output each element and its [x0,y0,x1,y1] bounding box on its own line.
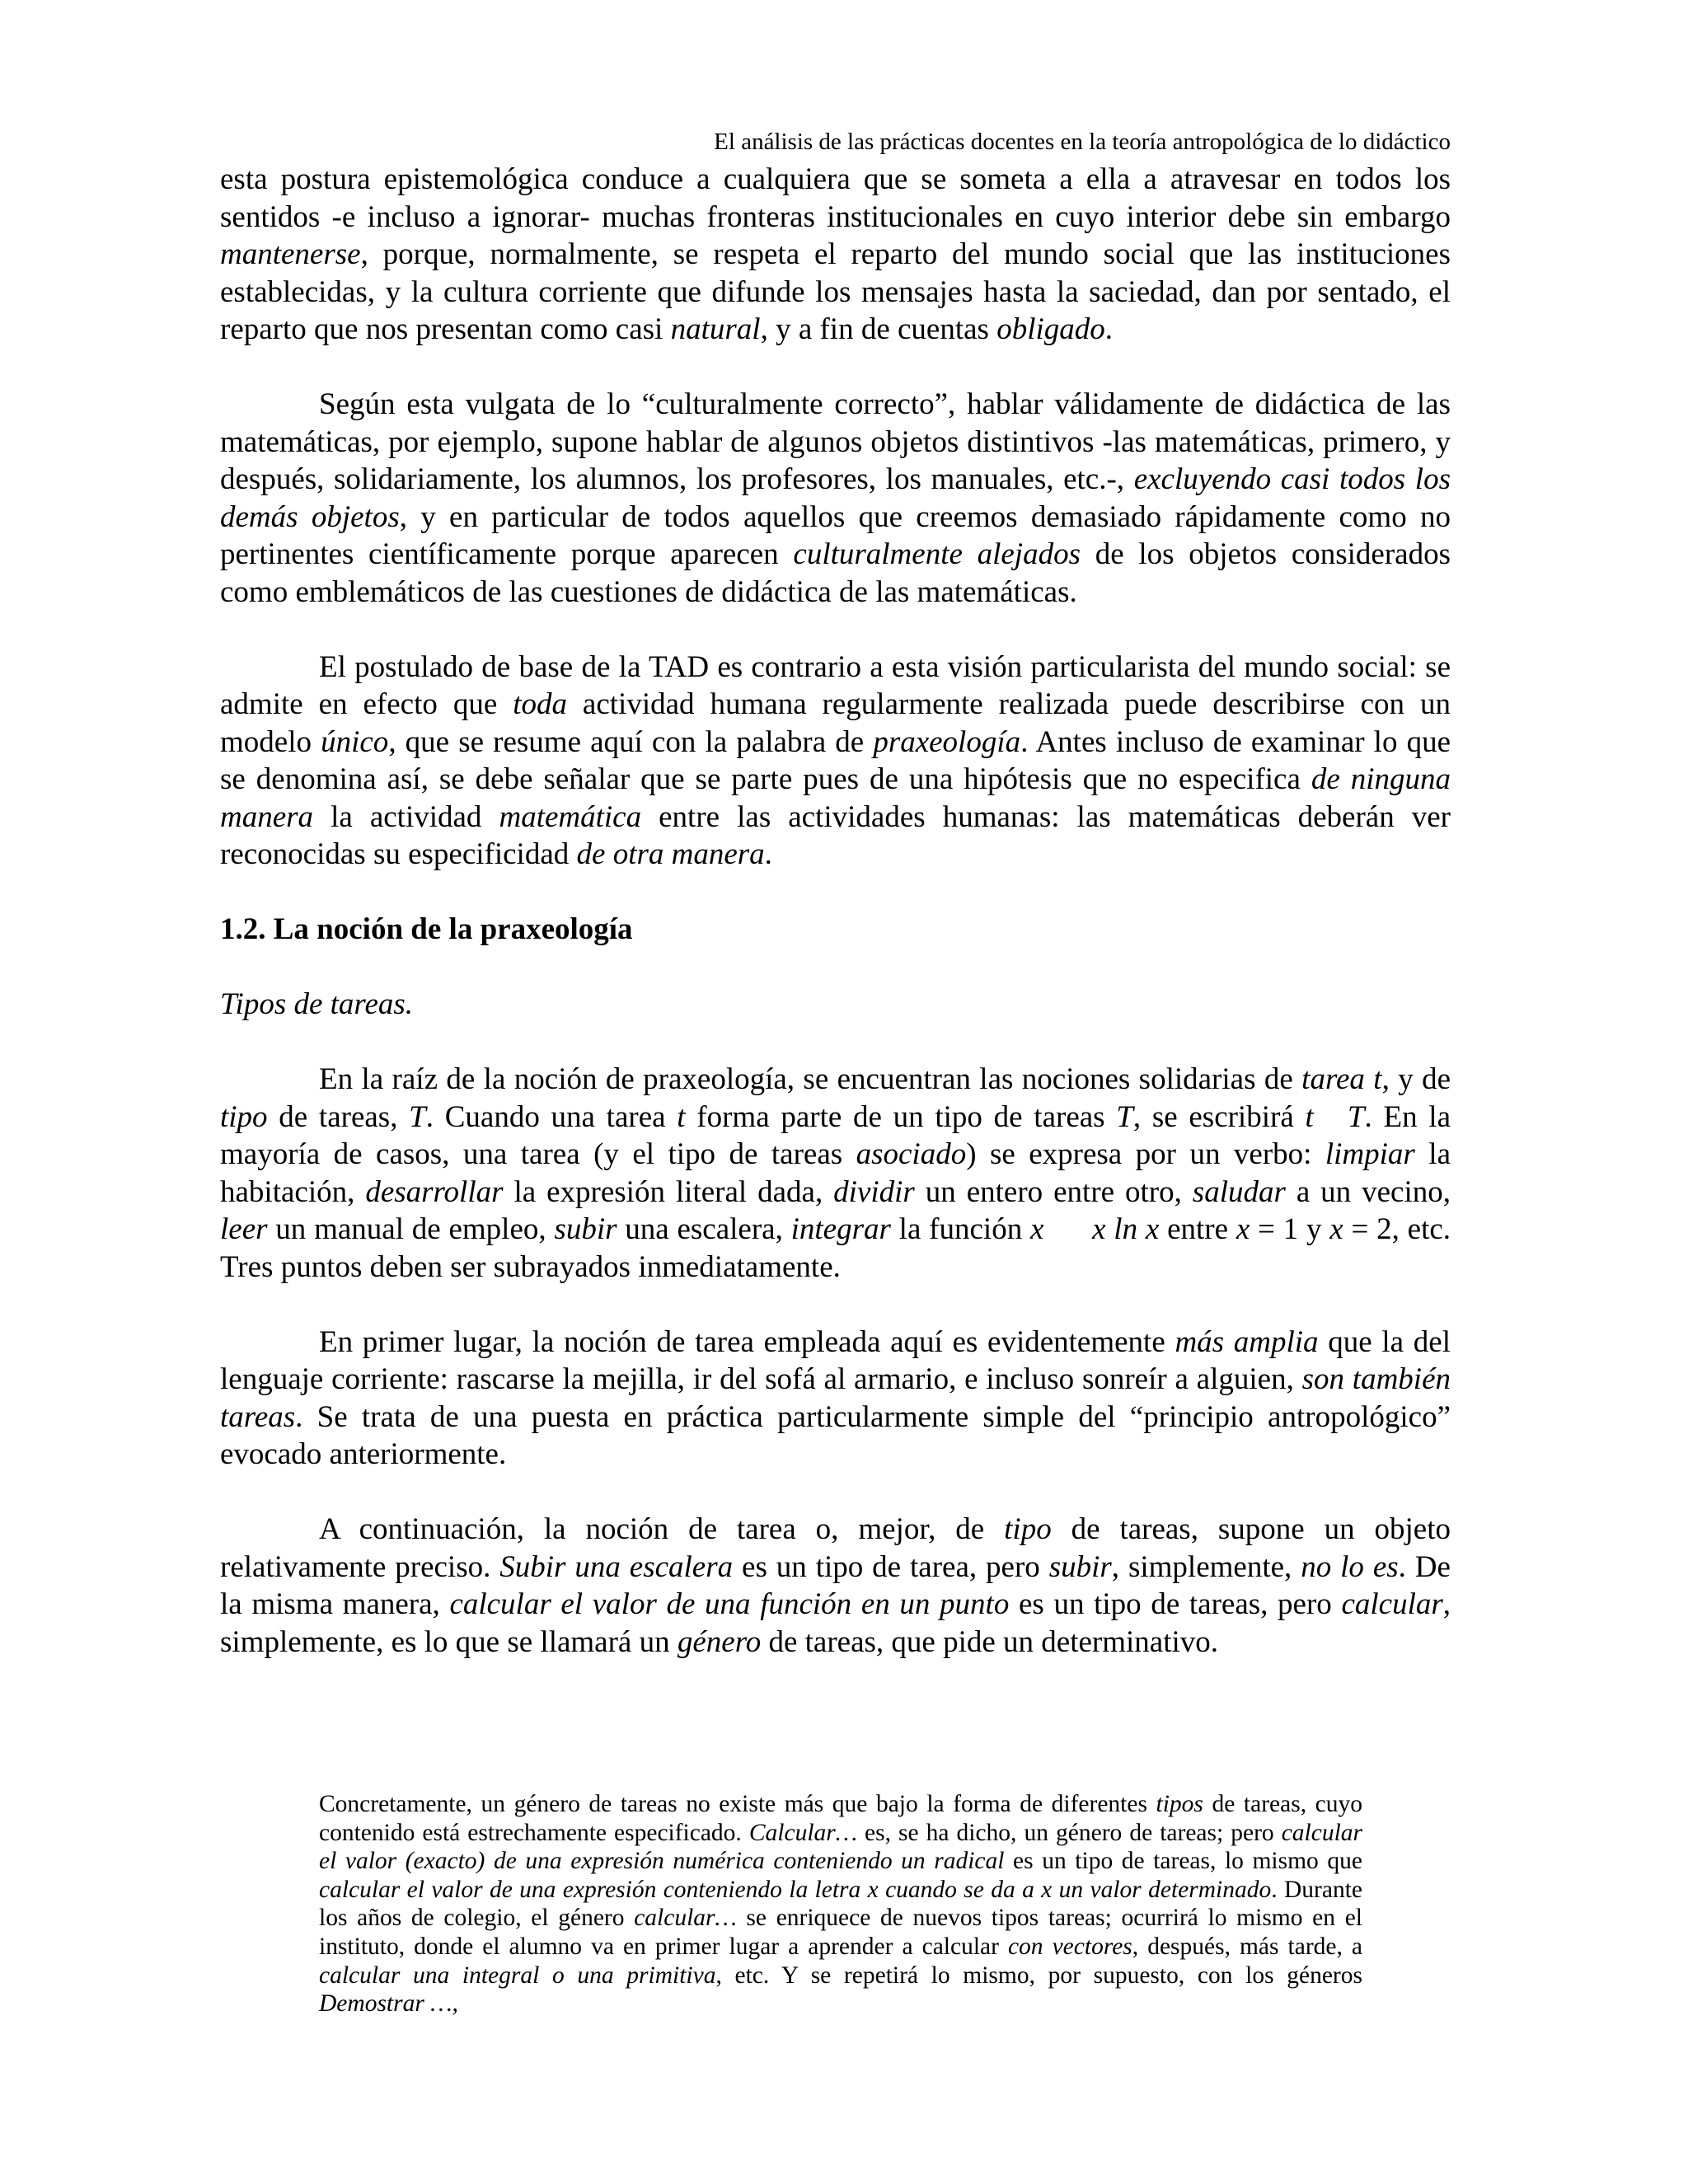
italic-run: x ln x [1092,1212,1160,1246]
text-run: de tareas, cuyo contenido está estrechamente especificado. [319,1791,1362,1846]
text-run: En la raíz de la noción de praxeología, se encuentran las nociones solidarias de [319,1062,1302,1096]
text-run: . Durante los años de colegio, el género [319,1876,1362,1932]
text-run: . [764,837,772,871]
italic-run: único [321,724,389,759]
text-run: . Cuando una tarea [425,1099,678,1134]
italic-run: calcular el valor (exacto) de una expresión numérica conteniendo un radical [319,1819,1362,1875]
text-run: , simplemente, [1111,1549,1301,1584]
italic-run: subir [1048,1549,1112,1584]
italic-run: t [677,1099,686,1134]
text-run: la habitación, [220,1137,1451,1209]
italic-run: calcular el valor de una función en un punto [449,1587,1010,1621]
text-run: , después, más tarde, a [1132,1933,1362,1960]
text-run: esta postura epistemológica conduce a cualquiera que se someta a ella a atravesar en todos los sentidos -e incluso a ignorar- muchas fronteras institucionales en cuyo interior debe sin embargo [220,162,1451,234]
text-run: la actividad [313,799,499,834]
italic-run: de ninguna manera [220,762,1451,834]
italic-run: calcular [1341,1587,1443,1621]
body-text [220,161,1451,1699]
italic-run: de otra manera [576,837,765,871]
text-run: actividad humana regularmente realizada puede describirse con un modelo [220,687,1451,759]
text-run: un entero entre otro, [914,1174,1193,1209]
italic-run: praxeología [873,724,1021,759]
text-run: de tareas, que pide un determinativo. [761,1624,1219,1659]
italic-run: x [1329,1212,1343,1246]
text-run: de tareas, supone un objeto relativamente preciso. [220,1512,1451,1584]
italic-run: calcular una integral o una primitiva [319,1961,716,1989]
running-header: El análisis de las prácticas docentes en la teoría antropológica de lo didáctico [714,129,1451,155]
italic-run: x [1236,1212,1250,1246]
italic-run: limpiar [1325,1137,1415,1171]
italic-run: toda [513,687,567,721]
text-run: El postulado de base de la TAD es contrario a esta visión particularista del mundo social: se admite en efecto que [220,649,1451,721]
text-run: Según esta vulgata de lo “culturalmente correcto”, hablar válidamente de didáctica de las matemáticas, por ejemplo, supone hablar de algunos objetos distintivos -las matemáticas, primero, y después, solidariamente, los alumnos, los profesores, los manuales, etc.-, [220,387,1451,496]
text-run: , y de [1381,1062,1451,1096]
italic-run: género [677,1624,762,1659]
text-run: es un tipo de tareas, lo mismo que [1004,1848,1362,1875]
italic-run: T [409,1099,426,1134]
italic-run: tipos [1156,1791,1203,1817]
italic-run: integrar [790,1212,891,1246]
text-run: la expresión literal dada, [503,1174,834,1209]
text-run: que la del lenguaje corriente: rascarse la mejilla, ir del sofá al armario, e incluso sonreír a alguien, [220,1324,1451,1396]
italic-run: t [1305,1099,1314,1134]
italic-run: subir [554,1212,617,1246]
text-run [1043,1212,1092,1246]
text-run: . Antes incluso de examinar lo que se denomina así, se debe señalar que se parte pues de una hipótesis que no especifica [220,724,1451,796]
text-run: entre las actividades humanas: las matemáticas deberán ver reconocidas su especificidad [220,799,1451,871]
text-run: = 2, etc. Tres puntos deben ser subrayados inmediatamente. [220,1212,1451,1284]
subsection-heading: Tipos de tareas. [220,987,414,1021]
italic-run: Subir una escalera [499,1549,734,1584]
text-run: ) se expresa por un verbo: [966,1137,1325,1171]
text-run: . Se trata de una puesta en práctica particularmente simple del “principio antropológico” evocado anteriormente. [220,1399,1451,1471]
italic-run: culturalmente alejados [793,537,1081,571]
italic-run: dividir [833,1174,915,1209]
text-run: Concretamente, un género de tareas no existe más que bajo la forma de diferentes [319,1791,1156,1817]
italic-run: tarea t [1301,1062,1382,1096]
text-run: forma parte de un tipo de tareas [685,1099,1117,1134]
text-run: , se escribirá [1132,1099,1306,1134]
italic-run: natural [670,312,761,346]
paragraph-3 [220,649,1451,874]
text-run: , y a fin de cuentas [760,312,997,346]
text-run: de tareas, [267,1099,410,1134]
text-run [1314,1100,1348,1134]
italic-run: Demostrar …, [319,1990,458,2018]
text-run: , y en particular de todos aquellos que creemos demasiado rápidamente como no pertinentes científicamente porque aparecen [220,499,1451,571]
italic-run: desarrollar [365,1174,504,1209]
text-run: . En la mayoría de casos, una tarea (y el tipo de tareas [220,1099,1451,1171]
text-run: es, se ha dicho, un género de tareas; pero [856,1819,1282,1846]
text-run: , porque, normalmente, se respeta el reparto del mundo social que las instituciones establecidas, y la cultura corriente que difunde los mensajes hasta la saciedad, dan por sentado, el reparto que nos presentan como casi [220,237,1451,346]
paragraph-6 [220,1511,1451,1661]
italic-run: más amplia [1175,1324,1319,1359]
italic-run: calcular el valor de una expresión conteniendo la letra x cuando se da a x un valor determinado [319,1876,1272,1903]
italic-run: Calcular… [748,1819,857,1846]
paragraph-5 [220,1324,1451,1474]
text-run: es un tipo de tarea, pero [733,1549,1049,1584]
paragraph-2 [220,386,1451,611]
text-run: la función [890,1212,1030,1246]
text-run: un manual de empleo, [267,1212,555,1246]
text-run: En primer lugar, la noción de tarea empleada aquí es evidentemente [319,1324,1175,1359]
italic-run: matemática [499,799,642,834]
italic-run: excluyendo casi todos los demás objetos [220,462,1451,534]
italic-run: calcular… [634,1905,737,1932]
text-run: . De la misma manera, [220,1549,1451,1621]
text-run: , que se resume aquí con la palabra de [388,724,874,759]
text-run: se enriquece de nuevos tipos tareas; ocurrirá lo mismo en el instituto, donde el alumno va en primer lugar a aprender a calcular [319,1905,1362,1960]
text-run: a un vecino, [1285,1174,1451,1209]
text-run: = 1 y [1250,1212,1330,1246]
section-heading: 1.2. La noción de la praxeología [220,912,633,946]
text-run: , etc. Y se repetirá lo mismo, por supuesto, con los géneros [715,1961,1362,1989]
text-run: . [1104,312,1114,346]
italic-run: tipo [220,1099,268,1134]
italic-run: mantenerse [220,237,361,271]
italic-run: saludar [1192,1174,1286,1209]
italic-run: obligado [996,312,1105,346]
block-quote [319,1790,1362,2018]
text-run: entre [1159,1212,1236,1246]
italic-run: no lo es [1301,1549,1399,1584]
paragraph-4 [220,1061,1451,1286]
italic-run: tipo [1004,1512,1052,1546]
italic-run: x [1029,1212,1044,1246]
italic-run: asociado [856,1137,967,1171]
italic-run: T [1116,1099,1133,1134]
text-run: , simplemente, es lo que se llamará un [220,1587,1451,1659]
text-run: es un tipo de tareas, pero [1009,1587,1342,1621]
text-run: una escalera, [617,1212,791,1246]
paragraph-1 [220,161,1451,349]
italic-run: T [1347,1099,1365,1134]
italic-run: son también tareas [220,1362,1451,1434]
italic-run: leer [220,1212,268,1246]
text-run: A continuación, la noción de tarea o, mejor, de [319,1512,1005,1546]
italic-run: con vectores [1007,1933,1132,1960]
text-run: de los objetos considerados como emblemáticos de las cuestiones de didáctica de las matemáticas. [220,537,1451,609]
